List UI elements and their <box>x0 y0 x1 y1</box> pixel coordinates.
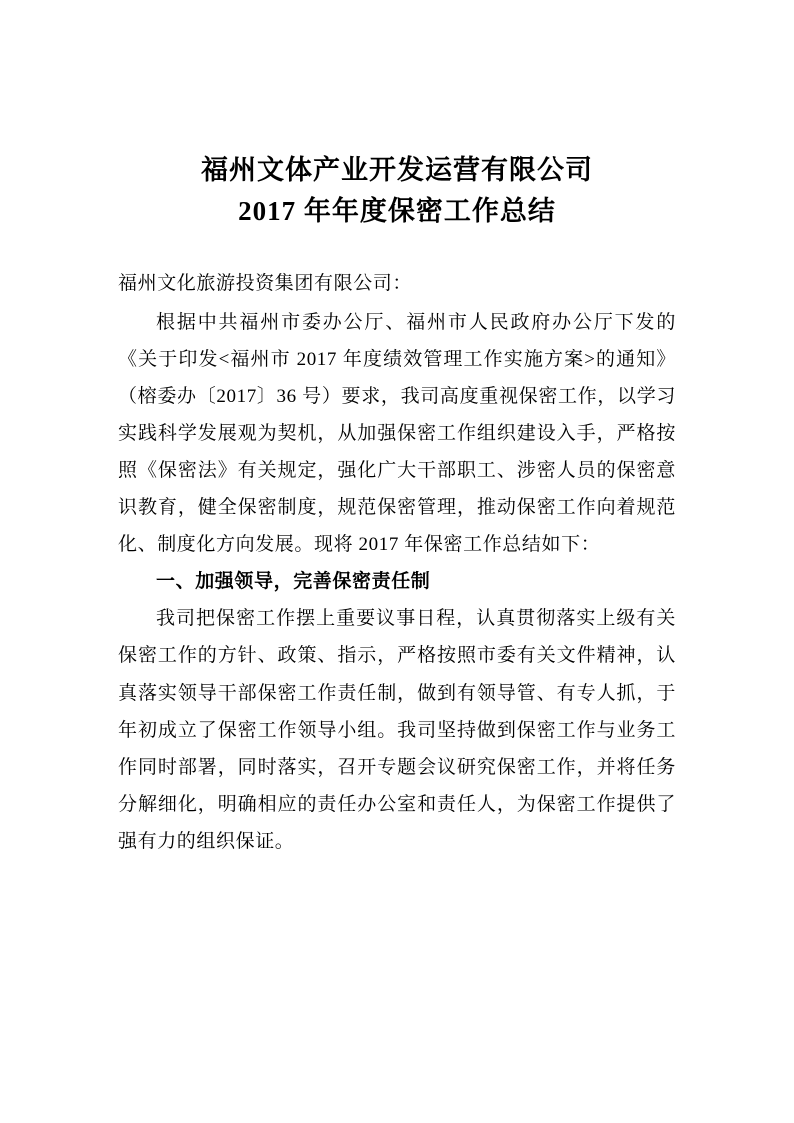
salutation: 福州文化旅游投资集团有限公司： <box>118 273 413 294</box>
section-one-paragraph: 我司把保密工作摆上重要议事日程，认真贯彻落实上级有关保密工作的方针、政策、指示，严格按照市委有关文件精神，认真落实领导干部保密工作责任制，做到有领导管、有专人抓，于年初成立了保密工作领导小组。我司坚持做到保密工作与业务工作同时部署，同时落实，召开专题会议研究保密工作，并将任务分解细化，明确相应的责任办公室和责任人，为保密工作提供了强有力的组织保证。 <box>118 608 676 852</box>
title-line-2: 2017 年年度保密工作总结 <box>238 195 556 226</box>
page-title <box>118 150 676 231</box>
intro-paragraph: 根据中共福州市委办公厅、福州市人民政府办公厅下发的《关于印发<福州市 2017 年度绩效管理工作实施方案>的通知》（榕委办〔2017〕36 号）要求，我司高度重视保密工作，以学习实践科学发展观为契机，从加强保密工作组织建设入手，严格按照《保密法》有关规定，强化广大干部职工、涉密人员的保密意识教育，健全保密制度，规范保密管理，推动保密工作向着规范化、制度化方向发展。现将 2017 年保密工作总结如下： <box>118 312 676 556</box>
section-heading-one: 一、加强领导，完善保密责任制 <box>156 571 431 593</box>
title-line-1: 福州文体产业开发运营有限公司 <box>201 155 593 185</box>
